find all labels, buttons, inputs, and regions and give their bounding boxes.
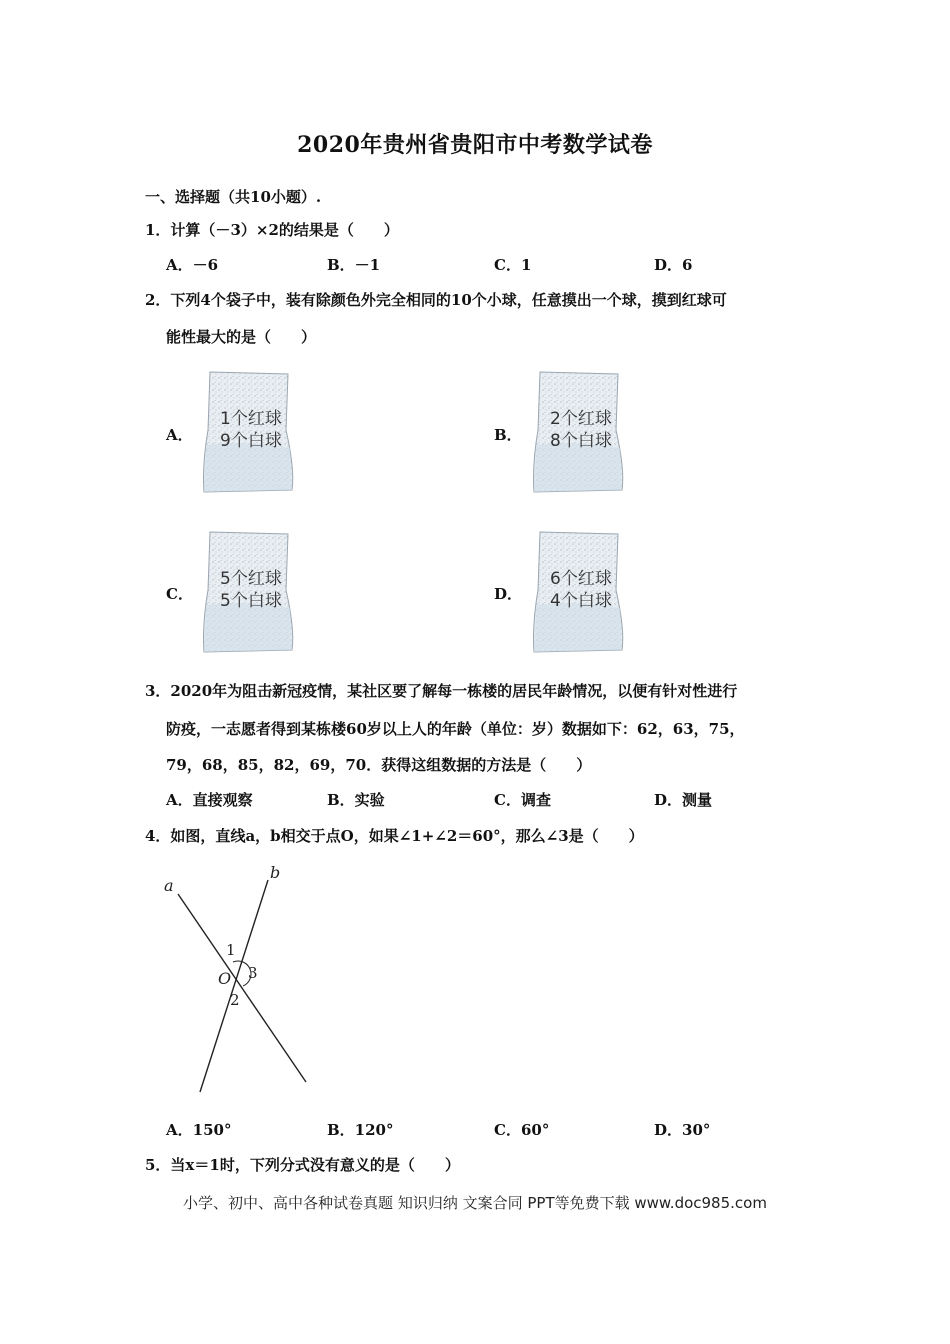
label-angle-1: 1	[226, 941, 236, 959]
line-a	[178, 894, 306, 1082]
bag-c-white: 5个白球	[220, 591, 282, 611]
bag-c-red: 5个红球	[220, 569, 282, 589]
q1-option-d: D．6	[654, 256, 693, 274]
bag-d-white: 4个白球	[550, 591, 612, 611]
label-a: a	[164, 876, 174, 895]
label-angle-2: 2	[230, 991, 240, 1009]
intersecting-lines-figure	[150, 858, 330, 1098]
q4-option-b: B．120°	[327, 1121, 394, 1139]
page-title: 2020年贵州省贵阳市中考数学试卷	[297, 132, 653, 158]
q3-option-a: A．直接观察	[166, 791, 253, 809]
question-1-stem: 1．计算（－3）×2的结果是（ ）	[145, 221, 399, 239]
q3-option-b: B．实验	[327, 791, 385, 809]
bag-d-image	[530, 530, 626, 654]
section-heading: 一、选择题（共10小题）.	[145, 188, 322, 206]
question-5-stem: 5．当x＝1时，下列分式没有意义的是（ ）	[145, 1156, 460, 1174]
label-angle-3: 3	[248, 964, 258, 982]
question-3-stem-line1: 3．2020年为阻击新冠疫情，某社区要了解每一栋楼的居民年龄情况，以便有针对性进行	[145, 682, 738, 700]
bag-b-white: 8个白球	[550, 431, 612, 451]
question-3-stem-line3: 79，68，85，82，69，70．获得这组数据的方法是（ ）	[166, 756, 592, 774]
q2-option-a-label: A．	[166, 426, 193, 444]
line-b	[200, 880, 268, 1092]
q2-option-c-label: C．	[166, 585, 193, 603]
q3-option-c: C．调查	[494, 791, 551, 809]
bag-a-red: 1个红球	[220, 409, 282, 429]
label-b: b	[270, 863, 281, 882]
question-2-stem-line2: 能性最大的是（ ）	[166, 328, 317, 346]
bag-c-image	[200, 530, 296, 654]
q2-option-b-label: B．	[494, 426, 522, 444]
q2-option-d-label: D．	[494, 585, 523, 603]
question-2-stem-line1: 2．下列4个袋子中，装有除颜色外完全相同的10个小球，任意摸出一个球，摸到红球可	[145, 291, 727, 309]
question-3-stem-line2: 防疫，一志愿者得到某栋楼60岁以上人的年龄（单位：岁）数据如下：62，63，75，	[166, 720, 745, 738]
q1-option-b: B．－1	[327, 256, 381, 274]
bag-b-image	[530, 370, 626, 494]
q1-option-c: C．1	[494, 256, 532, 274]
bag-b-red: 2个红球	[550, 409, 612, 429]
bag-d-red: 6个红球	[550, 569, 612, 589]
q4-option-a: A．150°	[166, 1121, 232, 1139]
question-4-stem: 4．如图，直线a，b相交于点O，如果∠1+∠2＝60°，那么∠3是（ ）	[145, 827, 644, 845]
label-o: O	[218, 969, 232, 988]
q3-option-d: D．测量	[654, 791, 713, 809]
page-footer: 小学、初中、高中各种试卷真题 知识归纳 文案合同 PPT等免费下载 www.doc985.com	[183, 1194, 767, 1212]
bag-a-white: 9个白球	[220, 431, 282, 451]
q1-option-a: A．－6	[166, 256, 219, 274]
q4-option-d: D．30°	[654, 1121, 711, 1139]
q4-option-c: C．60°	[494, 1121, 550, 1139]
bag-a-image	[200, 370, 296, 494]
